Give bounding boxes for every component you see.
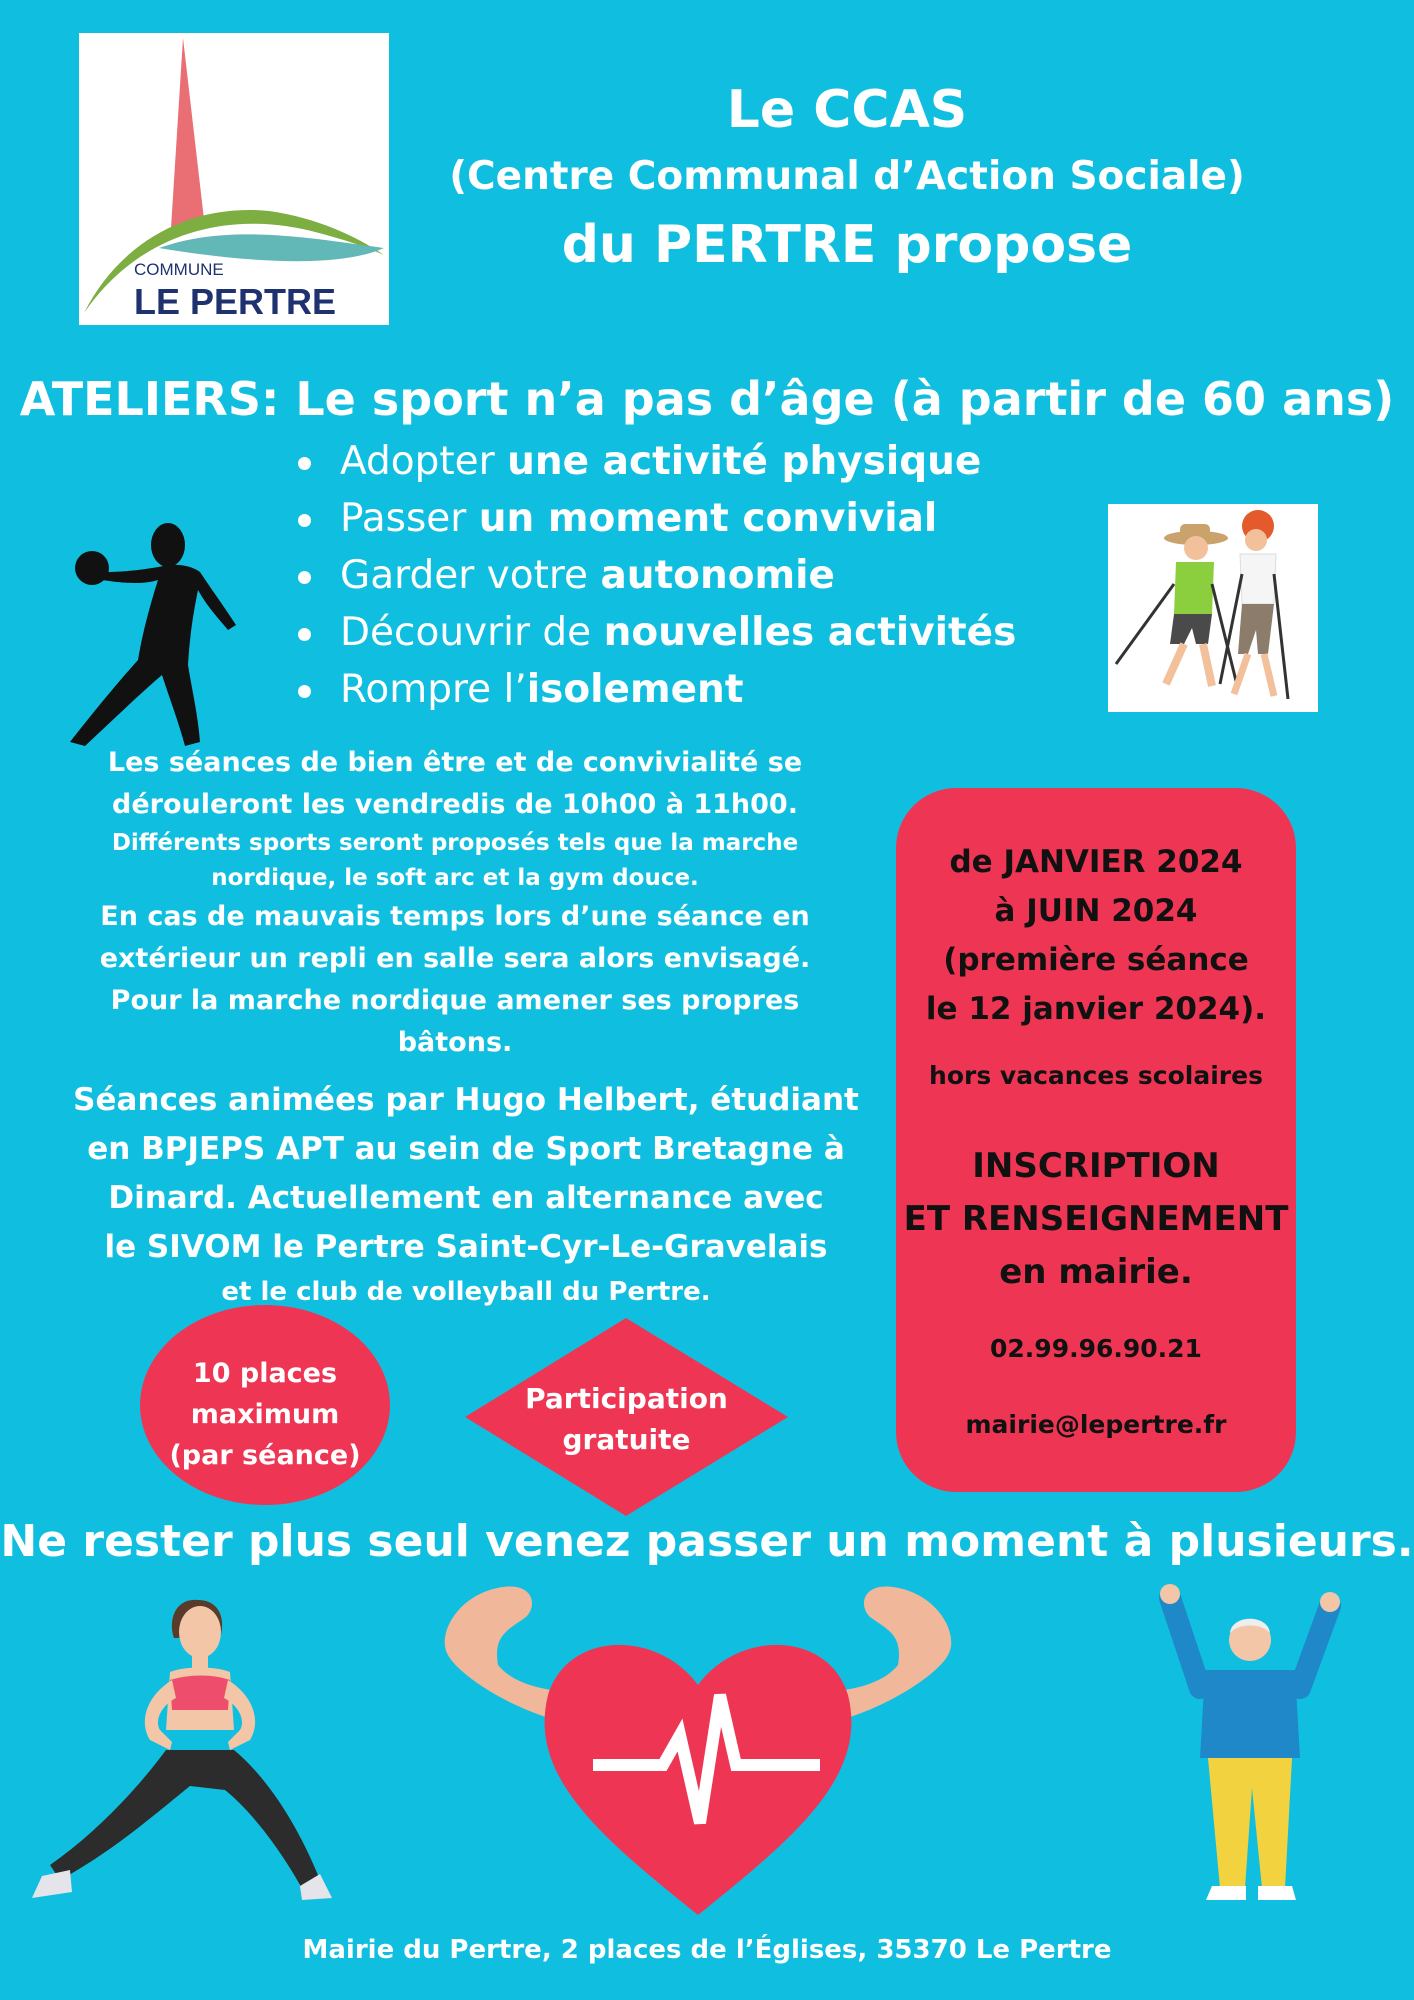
footer-address: Mairie du Pertre, 2 places de l’Églises, 35370 Le Pertre [302,1935,1112,1965]
benefit-bold: une activité physique [507,439,982,484]
list-item [290,604,1016,661]
description-paragraph: Pour la marche nordique amener ses propres bâtons. [110,985,800,1058]
description-paragraph: Les séances de bien être et de convivialité se dérouleront les vendredis de 10h00 à 11h00. [107,747,803,820]
benefit-plain: Adopter [340,439,508,484]
places-line: 10 places [192,1358,338,1389]
list-item [290,547,1016,604]
list-item [290,490,1016,547]
slogan: Ne rester plus seul venez passer un moment à plusieurs. [0,1516,1414,1567]
info-inscription-line: ET RENSEIGNEMENT [903,1199,1289,1239]
places-line: maximum [190,1399,340,1430]
list-item [290,661,1016,718]
bullet-icon [298,571,311,584]
heart-muscle-icon [418,1575,978,1925]
info-vacances: hors vacances scolaires [929,1061,1263,1090]
description-paragraph: En cas de mauvais temps lors d’une séance en extérieur un repli en salle sera alors envisagé. [99,901,811,974]
ateliers-title: ATELIERS: Le sport n’a pas d’âge (à partir de 60 ans) [19,372,1395,426]
list-item [290,433,1016,490]
benefit-bold: isolement [526,667,744,712]
benefit-plain: Rompre l’ [340,667,527,712]
animator-line: Dinard. Actuellement en alternance avec [108,1180,824,1216]
logo-name-text: LE PERTRE [134,281,337,322]
woman-stretching-illustration [20,1580,340,1920]
animator-info [60,1076,872,1312]
info-inscription-line: en mairie. [999,1252,1193,1292]
description-paragraph: Différents sports seront proposés tels que la marche nordique, le soft arc et la gym douce. [111,830,799,891]
sessions-description [60,742,850,1064]
animator-line: en BPJEPS APT au sein de Sport Bretagne à [87,1131,845,1167]
info-inscription [896,1140,1296,1299]
info-email: mairie@lepertre.fr [965,1410,1227,1439]
animator-line: et le club de volleyball du Pertre. [221,1277,711,1307]
benefit-bold: autonomie [600,553,835,598]
bullet-icon [298,457,311,470]
bullet-icon [298,514,311,527]
logo-graphic [79,33,389,325]
info-box [896,788,1296,1492]
places-text [140,1353,390,1476]
info-dates-line: de JANVIER 2024 [949,844,1243,880]
info-dates-line: (première séance [943,942,1249,978]
header-title: Le CCAS [726,80,968,140]
senior-cheering-illustration [1150,1578,1350,1918]
benefit-bold: nouvelles activités [603,610,1017,655]
participation-text [465,1378,788,1460]
header-proposal: du PERTRE propose [561,215,1133,275]
info-inscription-line: INSCRIPTION [972,1146,1220,1186]
info-dates-line: à JUIN 2024 [994,893,1198,929]
benefit-plain: Découvrir de [340,610,604,655]
participation-line: gratuite [562,1423,691,1456]
nordic-walkers-illustration [1108,504,1318,712]
commune-logo [79,33,389,325]
bullet-icon [298,685,311,698]
info-dates [896,838,1296,1034]
logo-commune-text: COMMUNE [134,260,224,279]
benefits-list [290,433,1016,718]
benefit-plain: Garder votre [340,553,601,598]
info-phone: 02.99.96.90.21 [990,1334,1202,1363]
benefit-bold: un moment convivial [478,496,938,541]
info-dates-line: le 12 janvier 2024). [925,991,1267,1027]
participation-badge [465,1318,788,1516]
places-line: (par séance) [169,1440,361,1471]
animator-line: le SIVOM le Pertre Saint-Cyr-Le-Gravelais [104,1229,828,1265]
volleyball-player-illustration [50,510,240,750]
participation-line: Participation [525,1382,728,1415]
animator-line: Séances animées par Hugo Helbert, étudiant [73,1082,859,1118]
places-badge [140,1305,390,1505]
header-subtitle: (Centre Communal d’Action Sociale) [449,154,1245,199]
benefit-plain: Passer [340,496,479,541]
bullet-icon [298,628,311,641]
